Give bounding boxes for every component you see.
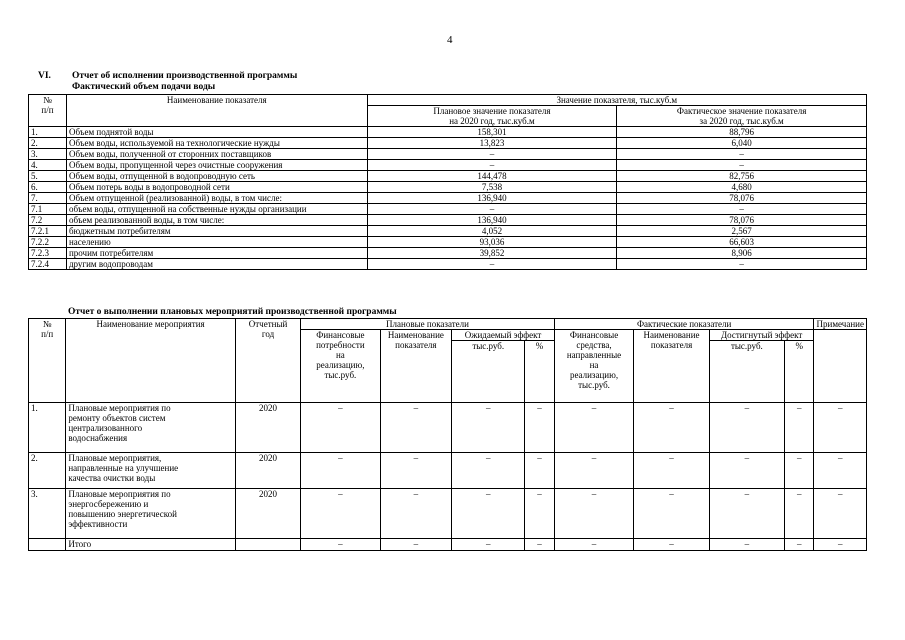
col-header-pct: % <box>525 341 555 403</box>
row-value-dash: – <box>814 489 867 539</box>
row-number: 7. <box>29 193 67 204</box>
row-number: 7.2.2 <box>29 237 67 248</box>
row-number: 7.2.4 <box>29 259 67 270</box>
water-supply-table <box>28 94 867 270</box>
row-name: Объем поднятой воды <box>66 127 367 138</box>
row-name: объем воды, отпущенной на собственные нужды организации <box>66 204 367 215</box>
row-plan: – <box>367 259 617 270</box>
col-header-event: Наименование мероприятия <box>66 319 236 403</box>
row-value-dash: – <box>784 489 814 539</box>
col-header-value: Значение показателя, тыс.куб.м <box>367 95 866 106</box>
row-fact: 4,680 <box>617 182 867 193</box>
row-plan: 4,052 <box>367 226 617 237</box>
row-name: бюджетным потребителям <box>66 226 367 237</box>
row-value-dash: – <box>554 453 633 489</box>
row-plan: 158,301 <box>367 127 617 138</box>
row-value-dash: – <box>709 403 784 453</box>
events-table-title: Отчет о выполнении плановых мероприятий производственной программы <box>68 307 397 317</box>
row-fact: 78,076 <box>617 193 867 204</box>
row-value-dash: – <box>525 489 555 539</box>
row-name: населению <box>66 237 367 248</box>
section-header <box>38 71 297 93</box>
row-number: 3. <box>29 149 67 160</box>
row-value-dash: – <box>380 453 452 489</box>
row-value-dash: – <box>380 403 452 453</box>
row-value-dash: – <box>301 453 380 489</box>
row-value-dash: – <box>301 539 380 551</box>
row-value-dash: – <box>525 539 555 551</box>
col-header-pct-fact: % <box>784 341 814 403</box>
row-value-dash: – <box>452 453 525 489</box>
row-value-dash: – <box>525 453 555 489</box>
col-header-expected: Ожидаемый эффект <box>452 330 555 341</box>
table-row <box>29 489 867 539</box>
row-number: 5. <box>29 171 67 182</box>
table-row <box>29 226 867 237</box>
table-row <box>29 237 867 248</box>
row-fact: 66,603 <box>617 237 867 248</box>
row-value-dash: – <box>814 403 867 453</box>
row-plan: 39,852 <box>367 248 617 259</box>
row-fact: 8,906 <box>617 248 867 259</box>
col-header-achieved: Достигнутый эффект <box>709 330 814 341</box>
row-number: 1. <box>29 127 67 138</box>
row-name: объем реализованной воды, в том числе: <box>66 215 367 226</box>
table-row <box>29 403 867 453</box>
table-row <box>29 204 867 215</box>
row-value-dash: – <box>709 489 784 539</box>
row-event-name: Плановые мероприятия, направленные на улучшение качества очистки воды <box>66 453 236 489</box>
row-event-name: Плановые мероприятия по ремонту объектов систем централизованного водоснабжения <box>66 403 236 453</box>
row-value-dash: – <box>301 489 380 539</box>
row-number: 6. <box>29 182 67 193</box>
col-header-indicator-fact: Наименование показателя <box>634 330 710 403</box>
row-name: Объем воды, отпущенной в водопроводную сеть <box>66 171 367 182</box>
row-year <box>235 539 300 551</box>
row-value-dash: – <box>634 453 710 489</box>
row-value-dash: – <box>452 539 525 551</box>
row-plan: 136,940 <box>367 215 617 226</box>
col-header-note-empty <box>814 330 867 403</box>
col-header-note: Примечание <box>814 319 867 330</box>
col-header-indicator: Наименование показателя <box>380 330 452 403</box>
row-value-dash: – <box>554 403 633 453</box>
row-event-name: Итого <box>66 539 236 551</box>
table-row <box>29 539 867 551</box>
row-number: 3. <box>29 489 66 539</box>
row-year: 2020 <box>235 403 300 453</box>
row-value-dash: – <box>380 539 452 551</box>
row-plan: – <box>367 204 617 215</box>
table-row <box>29 160 867 171</box>
row-value-dash: – <box>814 453 867 489</box>
row-value-dash: – <box>452 489 525 539</box>
row-event-name: Плановые мероприятия по энергосбережению и повышению энергетической эффективности <box>66 489 236 539</box>
col-header-no: № п/п <box>29 319 66 403</box>
table-row <box>29 215 867 226</box>
row-value-dash: – <box>554 489 633 539</box>
col-header-fin-need: Финансовые потребности на реализацию, тыс.руб. <box>301 330 380 403</box>
table-row <box>29 171 867 182</box>
table-row <box>29 259 867 270</box>
row-name: Объем воды, полученной от сторонних поставщиков <box>66 149 367 160</box>
row-fact: 6,040 <box>617 138 867 149</box>
table-row <box>29 138 867 149</box>
row-fact: 88,796 <box>617 127 867 138</box>
section-number: VI. <box>38 71 51 81</box>
row-name: Объем потерь воды в водопроводной сети <box>66 182 367 193</box>
section-title: Отчет об исполнении производственной программы <box>72 71 298 81</box>
row-number: 2. <box>29 138 67 149</box>
row-fact: – <box>617 259 867 270</box>
table-row <box>29 453 867 489</box>
row-fact: 82,756 <box>617 171 867 182</box>
row-name: другим водопроводам <box>66 259 367 270</box>
row-name: прочим потребителям <box>66 248 367 259</box>
row-fact: – <box>617 204 867 215</box>
row-number: 7.2.3 <box>29 248 67 259</box>
row-name: Объем воды, используемой на технологические нужды <box>66 138 367 149</box>
row-year: 2020 <box>235 453 300 489</box>
row-number: 2. <box>29 453 66 489</box>
row-name: Объем воды, пропущенной через очистные сооружения <box>66 160 367 171</box>
row-value-dash: – <box>634 489 710 539</box>
row-value-dash: – <box>784 539 814 551</box>
col-header-no: № п/п <box>29 95 67 127</box>
col-header-rub: тыс.руб. <box>452 341 525 403</box>
row-fact: – <box>617 160 867 171</box>
row-value-dash: – <box>709 539 784 551</box>
row-plan: 136,940 <box>367 193 617 204</box>
row-plan: 144,478 <box>367 171 617 182</box>
col-header-fact: Фактическое значение показателя за 2020 год, тыс.куб.м <box>617 106 867 127</box>
table-row <box>29 127 867 138</box>
row-plan: 93,036 <box>367 237 617 248</box>
row-value-dash: – <box>634 403 710 453</box>
page-number: 4 <box>447 34 453 46</box>
row-year: 2020 <box>235 489 300 539</box>
row-plan: 7,538 <box>367 182 617 193</box>
events-table <box>28 318 867 551</box>
col-header-year: Отчетный год <box>235 319 300 403</box>
col-header-plan-group: Плановые показатели <box>301 319 555 330</box>
row-number: 7.2.1 <box>29 226 67 237</box>
row-fact: 2,567 <box>617 226 867 237</box>
col-header-rub-fact: тыс.руб. <box>709 341 784 403</box>
row-number: 7.2 <box>29 215 67 226</box>
row-number: 4. <box>29 160 67 171</box>
row-number: 7.1 <box>29 204 67 215</box>
col-header-fact-group: Фактические показатели <box>554 319 814 330</box>
table-row <box>29 193 867 204</box>
row-number: 1. <box>29 403 66 453</box>
row-number <box>29 539 66 551</box>
row-value-dash: – <box>784 403 814 453</box>
row-fact: 78,076 <box>617 215 867 226</box>
row-value-dash: – <box>784 453 814 489</box>
row-fact: – <box>617 149 867 160</box>
row-value-dash: – <box>814 539 867 551</box>
row-value-dash: – <box>452 403 525 453</box>
table-row <box>29 182 867 193</box>
row-value-dash: – <box>634 539 710 551</box>
col-header-name: Наименование показателя <box>66 95 367 127</box>
row-value-dash: – <box>709 453 784 489</box>
row-plan: – <box>367 149 617 160</box>
row-plan: 13,823 <box>367 138 617 149</box>
row-value-dash: – <box>525 403 555 453</box>
row-value-dash: – <box>554 539 633 551</box>
table-row <box>29 248 867 259</box>
row-value-dash: – <box>380 489 452 539</box>
col-header-plan: Плановое значение показателя на 2020 год, тыс.куб.м <box>367 106 617 127</box>
row-value-dash: – <box>301 403 380 453</box>
row-name: Объем отпущенной (реализованной) воды, в том числе: <box>66 193 367 204</box>
table-row <box>29 149 867 160</box>
section-subtitle: Фактический объем подачи воды <box>72 82 216 92</box>
col-header-fin-spent: Финансовые средства, направленные на реализацию, тыс.руб. <box>554 330 633 403</box>
row-plan: – <box>367 160 617 171</box>
